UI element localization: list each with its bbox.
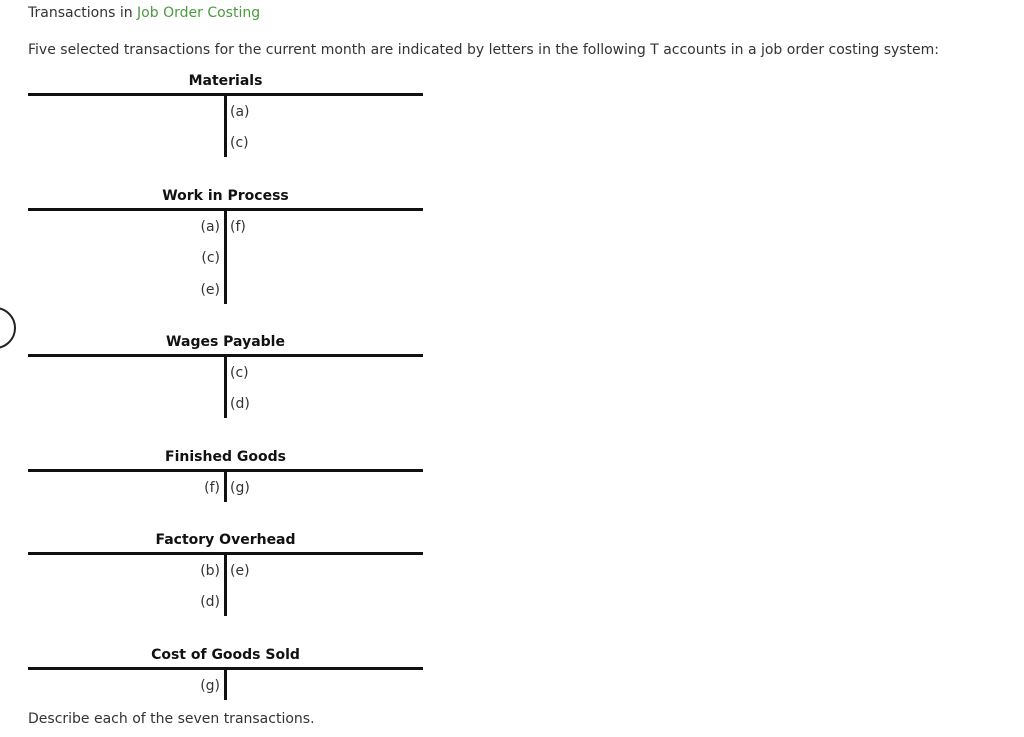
page-title xyxy=(28,4,260,22)
t-account-title: Cost of Goods Sold xyxy=(151,647,300,663)
debit-entry: (f) xyxy=(204,480,220,496)
t-account-title: Finished Goods xyxy=(165,449,286,465)
credit-entry: (f) xyxy=(230,219,246,235)
debit-entry: (c) xyxy=(201,250,220,266)
debit-entry: (a) xyxy=(200,219,220,235)
intro-text: Five selected transactions for the current month are indicated by letters in the following T accounts in a job order costing system: xyxy=(28,42,940,58)
t-account-title: Factory Overhead xyxy=(155,532,296,548)
credit-entry: (g) xyxy=(230,480,250,496)
t-account-title: Wages Payable xyxy=(166,334,285,350)
t-account-divider xyxy=(224,469,227,502)
credit-entry: (e) xyxy=(230,563,250,579)
credit-entry: (c) xyxy=(230,365,249,381)
t-account-divider xyxy=(224,354,227,418)
t-account-divider xyxy=(224,208,227,304)
t-account-divider xyxy=(224,667,227,700)
credit-entry: (a) xyxy=(230,104,250,120)
t-account-title: Materials xyxy=(188,73,263,89)
side-handle-icon[interactable] xyxy=(0,307,16,349)
debit-entry: (e) xyxy=(200,282,220,298)
title-prefix: Transactions in xyxy=(28,5,138,21)
instruction-text: Describe each of the seven transactions. xyxy=(28,711,315,727)
debit-entry: (b) xyxy=(200,563,220,579)
debit-entry: (g) xyxy=(200,678,220,694)
credit-entry: (d) xyxy=(230,396,250,412)
topic-link[interactable]: Job Order Costing xyxy=(137,5,261,21)
debit-entry: (d) xyxy=(200,594,220,610)
t-account-title: Work in Process xyxy=(162,188,289,204)
credit-entry: (c) xyxy=(230,135,249,151)
t-account-divider xyxy=(224,552,227,616)
t-account-divider xyxy=(224,93,227,157)
